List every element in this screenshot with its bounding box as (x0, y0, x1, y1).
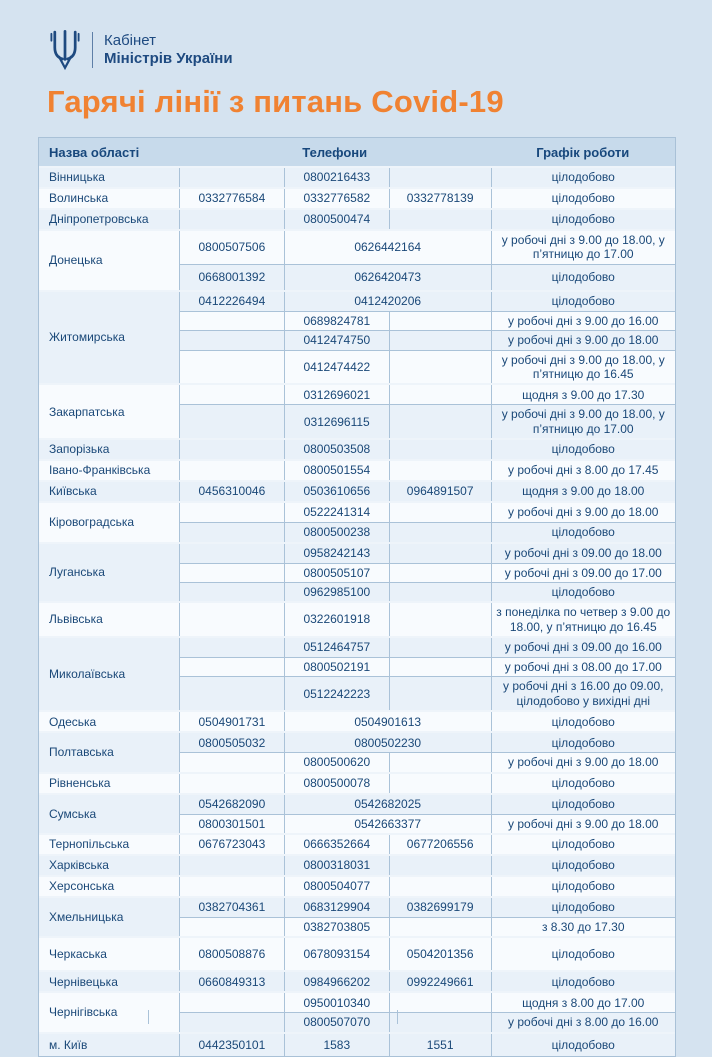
phone-cell-empty (389, 676, 491, 710)
phone-cell-empty (179, 350, 284, 384)
working-schedule: цілодобово (491, 440, 675, 459)
region-group (39, 710, 675, 731)
working-schedule: у робочі дні з 9.00 до 18.00 (491, 330, 675, 349)
phone-cell-empty (179, 544, 284, 563)
phone-number: 0678093154 (284, 938, 389, 970)
table-header-row (39, 138, 675, 168)
phone-cell-empty (179, 774, 284, 793)
working-schedule: у робочі дні з 09.00 до 17.00 (491, 563, 675, 582)
region-group (39, 501, 675, 541)
phone-number: 0800507506 (179, 231, 284, 264)
column-header-phones: Телефони (302, 144, 368, 160)
phone-number: 0412474750 (284, 330, 389, 349)
region-name: Донецька (39, 231, 179, 290)
working-schedule: у робочі дні з 08.00 до 17.00 (491, 657, 675, 676)
phone-number: 0626420473 (284, 264, 491, 290)
phone-number: 1583 (284, 1034, 389, 1056)
region-name: Сумська (39, 795, 179, 833)
phone-cell-empty (179, 461, 284, 480)
working-schedule: у робочі дні з 9.00 до 16.00 (491, 311, 675, 330)
phone-cell-empty (389, 544, 491, 563)
phone-cell-empty (179, 210, 284, 229)
region-name: Одеська (39, 712, 179, 731)
region-name: Дніпропетровська (39, 210, 179, 229)
phone-number: 0382704361 (179, 898, 284, 917)
region-group (39, 896, 675, 936)
working-schedule: цілодобово (491, 210, 675, 229)
phone-cell-empty (389, 404, 491, 438)
region-name: Вінницька (39, 168, 179, 187)
region-name: Харківська (39, 856, 179, 875)
phone-cell-empty (389, 582, 491, 601)
phone-number: 0800502230 (284, 733, 491, 752)
phone-number: 0984966202 (284, 972, 389, 991)
phone-number: 0382699179 (389, 898, 491, 917)
working-schedule: у робочі дні з 9.00 до 18.00 (491, 752, 675, 771)
phone-cell-empty (179, 404, 284, 438)
working-schedule: щодня з 9.00 до 18.00 (491, 482, 675, 501)
gov-header (48, 28, 233, 72)
region-name: Луганська (39, 544, 179, 602)
region-group (39, 970, 675, 991)
phone-number: 0542682090 (179, 795, 284, 814)
phone-number: 0683129904 (284, 898, 389, 917)
region-name: Чернівецька (39, 972, 179, 991)
region-name: Закарпатська (39, 385, 179, 438)
phone-number: 0503610656 (284, 482, 389, 501)
hotlines-table (38, 137, 676, 1057)
region-name: Запорізька (39, 440, 179, 459)
phone-number: 0800500474 (284, 210, 389, 229)
phone-number: 0312696115 (284, 404, 389, 438)
region-group (39, 772, 675, 793)
phone-cell-empty (389, 522, 491, 541)
phone-number: 0800505032 (179, 733, 284, 752)
region-name: м. Київ (39, 1034, 179, 1056)
region-group (39, 290, 675, 384)
region-group (39, 438, 675, 459)
phone-number: 0626442164 (284, 231, 491, 264)
phone-cell-empty (179, 168, 284, 187)
region-name: Чернігівська (39, 993, 179, 1031)
region-group (39, 168, 675, 187)
region-group (39, 1032, 675, 1056)
phone-number: 0542663377 (284, 814, 491, 833)
region-group (39, 854, 675, 875)
phone-number: 0660849313 (179, 972, 284, 991)
region-group (39, 636, 675, 710)
phone-number: 0504201356 (389, 938, 491, 970)
region-group (39, 793, 675, 833)
next-table-border-stub (148, 1010, 149, 1024)
region-name: Полтавська (39, 733, 179, 771)
phone-number: 0312696021 (284, 385, 389, 404)
phone-cell-empty (389, 210, 491, 229)
region-group (39, 936, 675, 970)
phone-cell-empty (179, 657, 284, 676)
table-body (39, 168, 675, 1056)
phone-number: 0442350101 (179, 1034, 284, 1056)
region-group (39, 459, 675, 480)
phone-cell-empty (389, 752, 491, 771)
working-schedule: цілодобово (491, 898, 675, 917)
phone-number: 0676723043 (179, 835, 284, 854)
working-schedule: у робочі дні з 16.00 до 09.00, цілодобово у вихідні дні (491, 676, 675, 710)
phone-cell-empty (179, 993, 284, 1012)
working-schedule: у робочі дні з 8.00 до 16.00 (491, 1012, 675, 1031)
phone-cell-empty (389, 856, 491, 875)
working-schedule: цілодобово (491, 877, 675, 896)
org-name-line2: Міністрів України (104, 50, 233, 67)
phone-cell-empty (179, 752, 284, 771)
region-name: Тернопільська (39, 835, 179, 854)
phone-number: 0962985100 (284, 582, 389, 601)
phone-number: 0800500620 (284, 752, 389, 771)
phone-cell-empty (389, 657, 491, 676)
phone-cell-empty (179, 522, 284, 541)
region-group (39, 833, 675, 854)
phone-cell-empty (179, 440, 284, 459)
working-schedule: з 8.30 до 17.30 (491, 917, 675, 936)
phone-cell-empty (179, 917, 284, 936)
region-group (39, 480, 675, 501)
working-schedule: щодня з 8.00 до 17.00 (491, 993, 675, 1012)
phone-number: 0800500078 (284, 774, 389, 793)
phone-cell-empty (179, 385, 284, 404)
working-schedule: цілодобово (491, 972, 675, 991)
org-name-line1: Кабінет (104, 32, 157, 50)
phone-number: 0332778139 (389, 189, 491, 208)
phone-cell-empty (389, 774, 491, 793)
phone-cell-empty (389, 638, 491, 657)
phone-number: 0332776584 (179, 189, 284, 208)
working-schedule: цілодобово (491, 856, 675, 875)
working-schedule: у робочі дні з 09.00 до 16.00 (491, 638, 675, 657)
phone-number: 0412420206 (284, 292, 491, 311)
phone-cell-empty (389, 311, 491, 330)
phone-cell-empty (389, 563, 491, 582)
phone-number: 0522241314 (284, 503, 389, 522)
working-schedule: цілодобово (491, 522, 675, 541)
working-schedule: у робочі дні з 9.00 до 18.00 (491, 503, 675, 522)
region-group (39, 208, 675, 229)
phone-number: 0456310046 (179, 482, 284, 501)
phone-cell-empty (389, 993, 491, 1012)
region-group (39, 187, 675, 208)
working-schedule: цілодобово (491, 582, 675, 601)
region-name: Черкаська (39, 938, 179, 970)
phone-number: 0958242143 (284, 544, 389, 563)
region-group (39, 875, 675, 896)
next-table-border-stub (397, 1010, 398, 1024)
phone-cell-empty (389, 330, 491, 349)
phone-cell-empty (389, 1012, 491, 1031)
working-schedule: у робочі дні з 9.00 до 18.00, у п’ятницю до 17.00 (491, 231, 675, 264)
phone-number: 0992249661 (389, 972, 491, 991)
region-group (39, 601, 675, 636)
region-name: Миколаївська (39, 638, 179, 710)
region-name: Житомирська (39, 292, 179, 384)
phone-number: 0677206556 (389, 835, 491, 854)
phone-cell-empty (389, 168, 491, 187)
phone-cell-empty (179, 330, 284, 349)
phone-number: 0412226494 (179, 292, 284, 311)
working-schedule: цілодобово (491, 795, 675, 814)
phone-number: 0332776582 (284, 189, 389, 208)
phone-cell-empty (389, 440, 491, 459)
phone-number: 0512242223 (284, 676, 389, 710)
region-group (39, 542, 675, 602)
region-name: Київська (39, 482, 179, 501)
phone-cell-empty (179, 603, 284, 636)
region-name: Івано-Франківська (39, 461, 179, 480)
page-title: Гарячі лінії з питань Covid-19 (47, 84, 504, 119)
working-schedule: у робочі дні з 9.00 до 18.00, у п’ятницю до 16.45 (491, 350, 675, 384)
phone-number: 0800508876 (179, 938, 284, 970)
phone-cell-empty (179, 856, 284, 875)
phone-number: 0800500238 (284, 522, 389, 541)
phone-cell-empty (179, 877, 284, 896)
working-schedule: у робочі дні з 8.00 до 17.45 (491, 461, 675, 480)
region-group (39, 383, 675, 438)
phone-number: 0382703805 (284, 917, 389, 936)
working-schedule: цілодобово (491, 189, 675, 208)
region-name: Волинська (39, 189, 179, 208)
phone-number: 0504901613 (284, 712, 491, 731)
working-schedule: цілодобово (491, 292, 675, 311)
phone-cell-empty (389, 603, 491, 636)
region-name: Львівська (39, 603, 179, 636)
phone-number: 0322601918 (284, 603, 389, 636)
phone-cell-empty (179, 503, 284, 522)
phone-number: 0512464757 (284, 638, 389, 657)
region-group (39, 991, 675, 1031)
phone-number: 1551 (389, 1034, 491, 1056)
phone-number: 0504901731 (179, 712, 284, 731)
phone-cell-empty (389, 917, 491, 936)
region-name: Херсонська (39, 877, 179, 896)
working-schedule: цілодобово (491, 1034, 675, 1056)
working-schedule: цілодобово (491, 712, 675, 731)
phone-number: 0800502191 (284, 657, 389, 676)
column-header-schedule: Графік роботи (536, 144, 630, 160)
phone-cell-empty (179, 311, 284, 330)
phone-number: 0800501554 (284, 461, 389, 480)
phone-cell-empty (179, 563, 284, 582)
phone-number: 0800503508 (284, 440, 389, 459)
phone-cell-empty (179, 638, 284, 657)
working-schedule: у робочі дні з 9.00 до 18.00 (491, 814, 675, 833)
phone-number: 0689824781 (284, 311, 389, 330)
phone-number: 0950010340 (284, 993, 389, 1012)
region-name: Хмельницька (39, 898, 179, 936)
region-group (39, 731, 675, 771)
phone-cell-empty (389, 385, 491, 404)
phone-number: 0542682025 (284, 795, 491, 814)
working-schedule: щодня з 9.00 до 17.30 (491, 385, 675, 404)
ukraine-trident-icon (48, 28, 82, 72)
phone-number: 0800318031 (284, 856, 389, 875)
working-schedule: цілодобово (491, 733, 675, 752)
header-divider (92, 32, 93, 68)
working-schedule: цілодобово (491, 774, 675, 793)
phone-number: 0412474422 (284, 350, 389, 384)
phone-number: 0800301501 (179, 814, 284, 833)
working-schedule: цілодобово (491, 835, 675, 854)
phone-cell-empty (179, 676, 284, 710)
phone-number: 0800505107 (284, 563, 389, 582)
region-group (39, 229, 675, 290)
phone-cell-empty (389, 350, 491, 384)
phone-number: 0800507070 (284, 1012, 389, 1031)
column-header-region: Назва області (49, 144, 140, 160)
phone-cell-empty (389, 877, 491, 896)
phone-cell-empty (389, 503, 491, 522)
working-schedule: у робочі дні з 9.00 до 18.00, у п’ятницю до 17.00 (491, 404, 675, 438)
phone-number: 0800504077 (284, 877, 389, 896)
working-schedule: цілодобово (491, 168, 675, 187)
working-schedule: з понеділка по четвер з 9.00 до 18.00, у п’ятницю до 16.45 (491, 603, 675, 636)
working-schedule: цілодобово (491, 938, 675, 970)
region-name: Рівненська (39, 774, 179, 793)
phone-number: 0800216433 (284, 168, 389, 187)
working-schedule: цілодобово (491, 264, 675, 290)
phone-cell-empty (179, 582, 284, 601)
phone-number: 0668001392 (179, 264, 284, 290)
phone-number: 0964891507 (389, 482, 491, 501)
working-schedule: у робочі дні з 09.00 до 18.00 (491, 544, 675, 563)
phone-cell-empty (389, 461, 491, 480)
phone-number: 0666352664 (284, 835, 389, 854)
region-name: Кіровоградська (39, 503, 179, 541)
phone-cell-empty (179, 1012, 284, 1031)
